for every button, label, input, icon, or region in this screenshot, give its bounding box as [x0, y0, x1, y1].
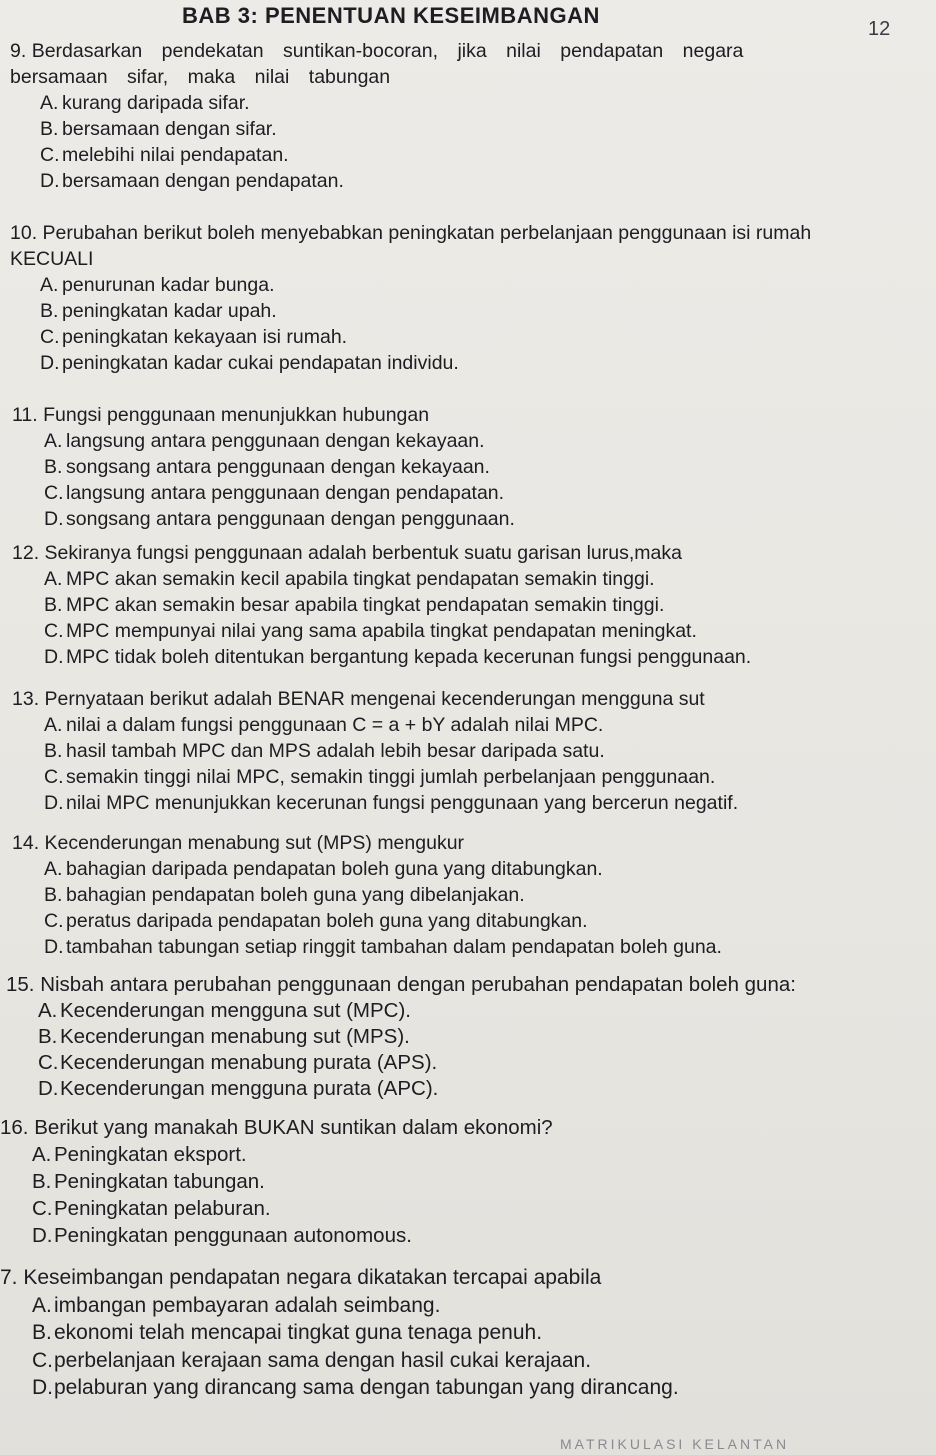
- option-text: bahagian daripada pendapatan boleh guna yang ditabungkan.: [66, 858, 603, 880]
- question-stem: [0, 1264, 900, 1292]
- option-letter: A.: [40, 274, 59, 296]
- option-a[interactable]: [0, 1292, 900, 1320]
- option-letter: C.: [32, 1197, 53, 1220]
- option-letter: A.: [44, 714, 63, 736]
- option-b[interactable]: [0, 1319, 900, 1347]
- option-letter: D.: [38, 1077, 59, 1100]
- option-letter: A.: [44, 858, 63, 880]
- question-stem: [12, 686, 902, 712]
- question-number: 15.: [6, 973, 35, 996]
- option-letter: B.: [38, 1025, 58, 1048]
- question-11: [12, 402, 832, 532]
- option-a[interactable]: [12, 566, 892, 592]
- option-text: hasil tambah MPC dan MPS adalah lebih besar daripada satu.: [66, 740, 605, 762]
- option-text: Kecenderungan menabung sut (MPS).: [60, 1025, 410, 1048]
- option-letter: C.: [40, 326, 60, 348]
- option-letter: C.: [44, 620, 64, 642]
- option-text: songsang antara penggunaan dengan penggunaan.: [66, 508, 515, 530]
- page-number: 12: [868, 18, 891, 40]
- option-d[interactable]: [6, 1076, 906, 1102]
- question-number: 16.: [0, 1116, 29, 1139]
- option-letter: D.: [32, 1224, 53, 1247]
- option-text: peningkatan kadar upah.: [62, 300, 277, 322]
- option-b[interactable]: [6, 1024, 906, 1050]
- option-c[interactable]: [0, 1195, 900, 1222]
- option-b[interactable]: [12, 882, 902, 908]
- option-d[interactable]: [10, 350, 830, 376]
- chapter-title: BAB 3: PENENTUAN KESEIMBANGAN: [182, 3, 600, 28]
- option-text: Kecenderungan mengguna purata (APC).: [60, 1077, 439, 1100]
- option-letter: D.: [44, 508, 64, 530]
- question-number: 14.: [12, 832, 40, 854]
- option-c[interactable]: [12, 908, 902, 934]
- option-c[interactable]: [12, 480, 832, 506]
- option-letter: C.: [40, 144, 60, 166]
- question-stem: [10, 220, 830, 272]
- option-text: melebihi nilai pendapatan.: [62, 144, 289, 166]
- question-number: 12.: [12, 542, 40, 564]
- option-letter: C.: [44, 482, 64, 504]
- option-letter: C.: [44, 766, 64, 788]
- question-14: [12, 830, 902, 960]
- option-text: ekonomi telah mencapai tingkat guna tenaga penuh.: [54, 1321, 543, 1344]
- option-letter: B.: [44, 456, 63, 478]
- option-b[interactable]: [12, 592, 892, 618]
- question-stem: [6, 972, 906, 998]
- question-stem: [12, 540, 892, 566]
- option-text: imbangan pembayaran adalah seimbang.: [54, 1293, 441, 1317]
- option-text: Kecenderungan menabung purata (APS).: [60, 1051, 438, 1074]
- option-text: langsung antara penggunaan dengan kekayaan.: [66, 430, 485, 452]
- option-a[interactable]: [0, 1141, 900, 1168]
- question-text: Sekiranya fungsi penggunaan adalah berbentuk suatu garisan lurus,maka: [44, 542, 682, 564]
- option-d[interactable]: [10, 168, 840, 194]
- option-text: bersamaan dengan pendapatan.: [62, 170, 344, 192]
- question-12: [12, 540, 892, 670]
- option-letter: C.: [32, 1348, 53, 1372]
- question-number: 7.: [0, 1266, 18, 1289]
- question-17: [0, 1264, 900, 1402]
- option-d[interactable]: [12, 934, 902, 960]
- question-13: [12, 686, 902, 816]
- option-letter: B.: [40, 300, 59, 322]
- option-letter: A.: [32, 1143, 52, 1166]
- option-a[interactable]: [12, 856, 902, 882]
- option-d[interactable]: [0, 1374, 900, 1402]
- option-letter: C.: [44, 910, 64, 932]
- option-letter: D.: [40, 170, 60, 192]
- option-b[interactable]: [12, 738, 902, 764]
- question-text: Fungsi penggunaan menunjukkan hubungan: [43, 404, 430, 426]
- option-text: songsang antara penggunaan dengan kekayaan.: [66, 456, 490, 478]
- option-text: penurunan kadar bunga.: [62, 274, 275, 296]
- option-letter: A.: [44, 430, 63, 452]
- option-text: peningkatan kadar cukai pendapatan individu.: [62, 352, 459, 374]
- option-b[interactable]: [10, 298, 830, 324]
- option-text: MPC tidak boleh ditentukan bergantung kepada kecerunan fungsi penggunaan.: [66, 646, 752, 668]
- option-text: Kecenderungan mengguna sut (MPC).: [60, 999, 411, 1022]
- question-text: Nisbah antara perubahan penggunaan dengan perubahan pendapatan boleh guna:: [40, 973, 796, 996]
- question-text: Pernyataan berikut adalah BENAR mengenai kecenderungan mengguna sut: [44, 688, 705, 710]
- option-c[interactable]: [0, 1347, 900, 1375]
- option-text: Peningkatan pelaburan.: [54, 1197, 271, 1220]
- option-letter: B.: [44, 594, 63, 616]
- option-letter: B.: [44, 740, 63, 762]
- option-letter: B.: [32, 1321, 52, 1344]
- option-a[interactable]: [10, 272, 830, 298]
- option-d[interactable]: [12, 790, 902, 816]
- question-number: 10.: [10, 222, 38, 244]
- option-text: Peningkatan tabungan.: [54, 1170, 265, 1193]
- question-stem: [12, 830, 902, 856]
- option-d[interactable]: [12, 644, 892, 670]
- option-d[interactable]: [12, 506, 832, 532]
- option-letter: B.: [44, 884, 63, 906]
- option-text: MPC mempunyai nilai yang sama apabila tingkat pendapatan meningkat.: [66, 620, 697, 642]
- option-text: langsung antara penggunaan dengan pendapatan.: [66, 482, 505, 504]
- option-letter: A.: [44, 568, 63, 590]
- question-10: [10, 220, 830, 376]
- option-c[interactable]: [10, 324, 830, 350]
- question-stem: [0, 1114, 900, 1141]
- option-text: peningkatan kekayaan isi rumah.: [62, 326, 348, 348]
- option-text: bersamaan dengan sifar.: [62, 118, 277, 140]
- option-text: tambahan tabungan setiap ringgit tambahan dalam pendapatan boleh guna.: [66, 936, 722, 958]
- option-letter: C.: [38, 1051, 59, 1074]
- option-letter: D.: [44, 646, 64, 668]
- question-text: Kecenderungan menabung sut (MPS) mengukur: [44, 832, 465, 854]
- question-16: [0, 1114, 900, 1249]
- option-text: peratus daripada pendapatan boleh guna yang ditabungkan.: [66, 910, 588, 932]
- option-text: MPC akan semakin besar apabila tingkat pendapatan semakin tinggi.: [66, 594, 665, 616]
- option-d[interactable]: [0, 1222, 900, 1249]
- option-letter: D.: [32, 1376, 53, 1399]
- footer-text: MATRIKULASI KELANTAN: [560, 1436, 790, 1452]
- option-a[interactable]: [12, 712, 902, 738]
- option-a[interactable]: [12, 428, 832, 454]
- question-stem: [10, 38, 840, 90]
- option-c[interactable]: [6, 1050, 906, 1076]
- option-text: pelaburan yang dirancang sama dengan tabungan yang dirancang.: [54, 1376, 679, 1399]
- option-text: nilai a dalam fungsi penggunaan C = a + bY adalah nilai MPC.: [66, 714, 604, 736]
- question-stem: [12, 402, 832, 428]
- option-letter: A.: [32, 1293, 52, 1317]
- option-b[interactable]: [0, 1168, 900, 1195]
- question-9: [10, 38, 840, 194]
- option-letter: D.: [44, 792, 64, 814]
- option-letter: A.: [40, 92, 59, 114]
- question-number: 9.: [10, 40, 27, 62]
- option-text: Peningkatan eksport.: [54, 1143, 247, 1166]
- option-text: kurang daripada sifar.: [62, 92, 250, 114]
- option-a[interactable]: [10, 90, 840, 116]
- option-b[interactable]: [12, 454, 832, 480]
- option-c[interactable]: [12, 764, 902, 790]
- option-letter: A.: [38, 999, 58, 1022]
- option-a[interactable]: [6, 998, 906, 1024]
- question-number: 11.: [12, 404, 38, 426]
- option-text: nilai MPC menunjukkan kecerunan fungsi penggunaan yang bercerun negatif.: [66, 792, 739, 814]
- option-c[interactable]: [12, 618, 892, 644]
- question-text: Perubahan berikut boleh menyebabkan peningkatan perbelanjaan penggunaan isi rumah KECUALI: [10, 222, 812, 270]
- option-text: perbelanjaan kerajaan sama dengan hasil cukai kerajaan.: [54, 1348, 592, 1372]
- option-b[interactable]: [10, 116, 840, 142]
- question-text: Berdasarkan pendekatan suntikan-bocoran, jika nilai pendapatan negara bersamaan sifar, maka nilai tabungan: [10, 40, 744, 88]
- option-c[interactable]: [10, 142, 840, 168]
- question-15: [6, 972, 906, 1102]
- option-letter: D.: [40, 352, 60, 374]
- question-number: 13.: [12, 688, 40, 710]
- option-text: MPC akan semakin kecil apabila tingkat pendapatan semakin tinggi.: [66, 568, 655, 590]
- option-text: semakin tinggi nilai MPC, semakin tinggi jumlah perbelanjaan penggunaan.: [66, 766, 716, 788]
- option-letter: B.: [32, 1170, 52, 1193]
- option-text: bahagian pendapatan boleh guna yang dibelanjakan.: [66, 884, 525, 906]
- question-text: Keseimbangan pendapatan negara dikatakan tercapai apabila: [23, 1266, 602, 1289]
- option-letter: D.: [44, 936, 64, 958]
- question-text: Berikut yang manakah BUKAN suntikan dalam ekonomi?: [34, 1116, 553, 1139]
- option-text: Peningkatan penggunaan autonomous.: [54, 1224, 412, 1247]
- option-letter: B.: [40, 118, 59, 140]
